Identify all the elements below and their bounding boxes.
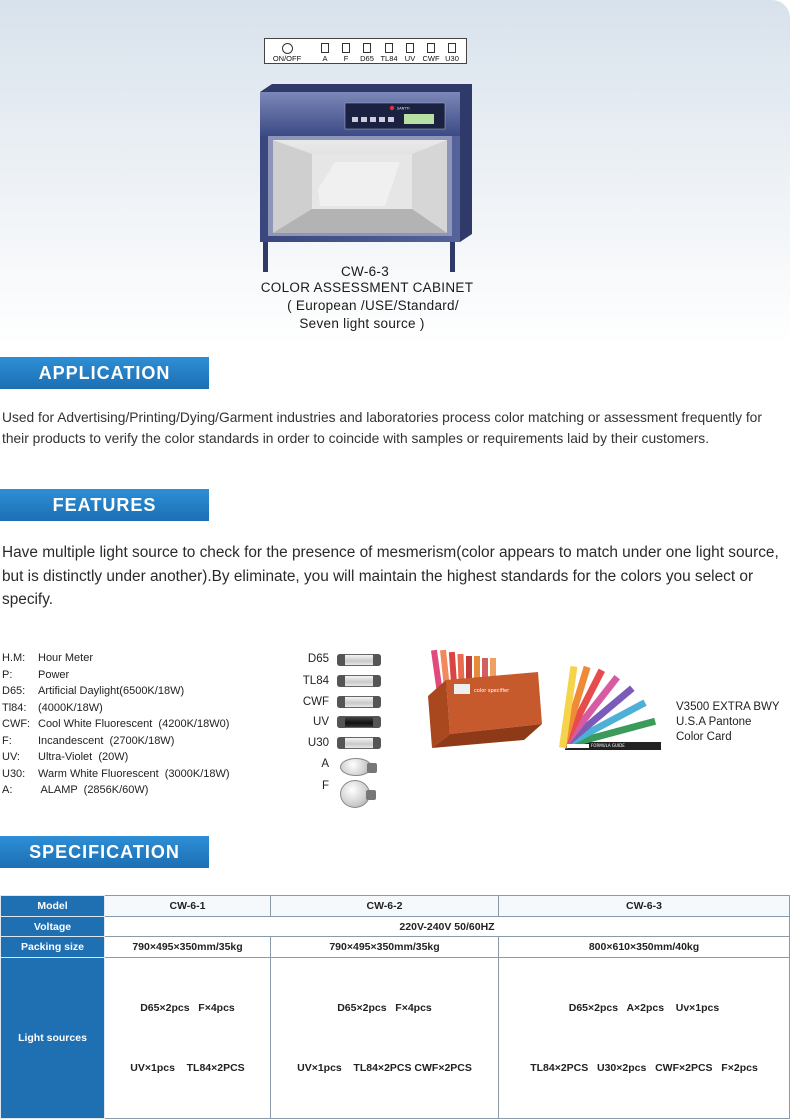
table-cell: 790×495×350mm/35kg — [271, 937, 499, 958]
pantone-line: V3500 EXTRA BWY — [676, 701, 780, 713]
light-source-legend — [2, 650, 230, 799]
pantone-line: U.S.A Pantone — [676, 716, 752, 728]
legend-value: Ultra-Violet (20W) — [38, 751, 129, 763]
lamp-label-tl84: TL84 — [302, 675, 329, 687]
color-cabinet-image — [260, 84, 475, 272]
features-text: Have multiple light source to check for the presence of mesmerism(color appears to match under one light source, but is distinctly under another).By eliminate, you will maintain the highest standards for the colors you select or specify. — [2, 544, 779, 608]
legend-row — [2, 650, 230, 667]
product-light-sources: Seven light source ) — [299, 316, 425, 331]
fluorescent-tube-icon — [337, 675, 381, 687]
legend-value: Hour Meter — [38, 652, 94, 664]
table-row — [1, 917, 790, 937]
specification-header: SPECIFICATION — [0, 836, 209, 868]
legend-key: F: — [2, 734, 12, 747]
cabinet-brand-text: SANTTI — [397, 106, 410, 111]
table-cell: CW-6-3 — [499, 896, 790, 917]
legend-key: H.M: — [2, 652, 26, 664]
legend-value: Warm White Fluorescent (3000K/18W) — [38, 767, 230, 780]
table-cell: CW-6-1 — [105, 896, 271, 917]
table-cell — [105, 958, 271, 1119]
switch-icon — [321, 43, 329, 53]
cell-line: TL84×2PCS U30×2pcs CWF×2PCS F×2pcs — [530, 1062, 758, 1074]
table-cell: CW-6-2 — [271, 896, 499, 917]
legend-value: Incandescent (2700K/18W) — [38, 734, 175, 747]
table-row — [1, 937, 790, 958]
legend-row — [2, 749, 230, 766]
pantone-fan-label: FORMULA GUIDE — [591, 743, 625, 748]
legend-value: (4000K/18W) — [38, 701, 103, 714]
uv-tube-icon — [337, 716, 381, 728]
switch-icon — [448, 43, 456, 53]
legend-row — [2, 667, 230, 684]
cell-line: D65×2pcs F×4pcs — [140, 1002, 235, 1014]
lamp-label-uv: UV — [313, 716, 329, 728]
cell-line: UV×1pcs TL84×2PCS CWF×2PCS — [297, 1062, 472, 1074]
control-label-onoff: ON/OFF — [272, 54, 302, 63]
switch-icon — [342, 43, 350, 53]
legend-key: CWF: — [2, 718, 31, 730]
switch-icon — [427, 43, 435, 53]
legend-key: A: — [2, 784, 13, 796]
table-cell: 220V-240V 50/60HZ — [105, 917, 790, 937]
legend-value: Artificial Daylight(6500K/18W) — [38, 685, 185, 697]
table-cell: 790×495×350mm/35kg — [105, 937, 271, 958]
legend-row — [2, 700, 230, 717]
lamp-label-cwf: CWF — [302, 696, 329, 708]
control-label-uv: UV — [404, 54, 416, 63]
legend-row — [2, 733, 230, 750]
product-variant: ( European /USE/Standard/ — [287, 298, 459, 313]
bulb-icon — [340, 780, 370, 808]
power-knob-icon — [282, 43, 293, 54]
table-row — [1, 896, 790, 917]
legend-value: Power — [38, 668, 70, 681]
control-panel-diagram — [264, 38, 467, 64]
row-header-packing: Packing size — [1, 937, 105, 958]
fluorescent-tube-icon — [337, 737, 381, 749]
table-row — [1, 958, 790, 1119]
control-label-d65: D65 — [360, 54, 374, 63]
legend-key: UV: — [2, 751, 20, 763]
legend-value: Cool White Fluorescent (4200K/18W0) — [38, 718, 230, 730]
switch-icon — [406, 43, 414, 53]
legend-row — [2, 683, 230, 700]
product-model: CW-6-3 — [340, 264, 390, 279]
legend-key: D65: — [2, 685, 26, 697]
lamp-label-f: F — [321, 780, 329, 792]
lamp-label-u30: U30 — [307, 737, 329, 749]
control-label-cwf: CWF — [422, 54, 440, 63]
legend-row — [2, 782, 230, 799]
row-header-light-sources: Light sources — [1, 958, 105, 1119]
legend-key: Tl84: — [2, 701, 27, 714]
application-text: Used for Advertising/Printing/Dying/Garment industries and laboratories process color matching or assessment frequently for their products to verify the color standards in order to coincide with samples or requirements laid by their customers. — [2, 410, 762, 446]
legend-key: P: — [2, 668, 13, 681]
specification-table — [0, 895, 790, 1119]
features-header: FEATURES — [0, 489, 209, 521]
cell-line: D65×2pcs A×2pcs Uv×1pcs — [568, 1002, 720, 1014]
control-label-u30: U30 — [445, 54, 459, 63]
pantone-fan-image — [555, 658, 667, 758]
legend-value: ALAMP (2856K/60W) — [38, 784, 149, 796]
table-cell: 800×610×350mm/40kg — [499, 937, 790, 958]
pantone-box-image — [428, 650, 550, 750]
switch-icon — [363, 43, 371, 53]
switch-icon — [385, 43, 393, 53]
legend-row — [2, 716, 230, 733]
pantone-box-title: color specifier — [474, 688, 510, 694]
legend-row — [2, 766, 230, 783]
row-header-model: Model — [1, 896, 105, 917]
table-cell — [499, 958, 790, 1119]
application-header: APPLICATION — [0, 357, 209, 389]
control-label-f: F — [343, 54, 349, 63]
row-header-voltage: Voltage — [1, 917, 105, 937]
fluorescent-tube-icon — [337, 654, 381, 666]
fluorescent-tube-icon — [337, 696, 381, 708]
table-cell — [271, 958, 499, 1119]
legend-key: U30: — [2, 767, 26, 780]
product-name: COLOR ASSESSMENT CABINET — [260, 280, 474, 295]
pantone-line: Color Card — [676, 731, 732, 743]
lamp-label-a: A — [321, 758, 329, 770]
cell-line: D65×2pcs F×4pcs — [337, 1002, 432, 1014]
control-label-tl84: TL84 — [380, 54, 398, 63]
pantone-description — [676, 700, 780, 745]
cell-line: UV×1pcs TL84×2PCS — [130, 1062, 245, 1074]
lamp-label-d65: D65 — [307, 653, 329, 665]
incandescent-bulb-icon — [340, 758, 372, 776]
control-label-a: A — [322, 54, 328, 63]
